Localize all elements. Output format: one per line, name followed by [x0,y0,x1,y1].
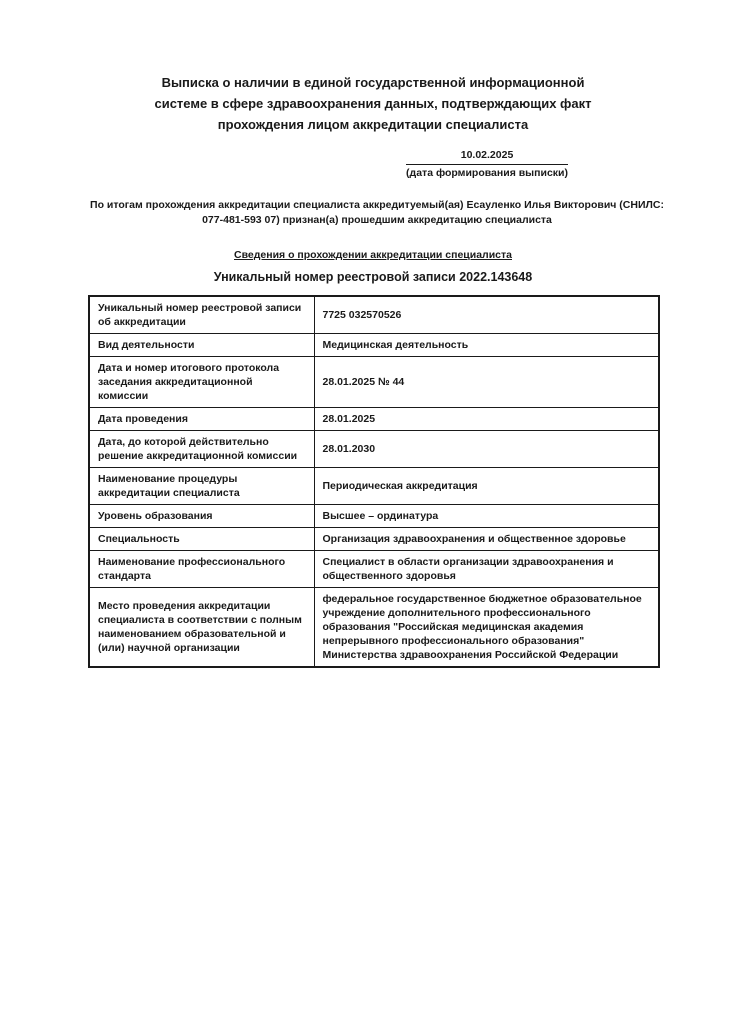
row-label: Место проведения аккредитации специалиста в соответствии с полным наименованием образовательной и (или) научной организации [89,588,314,668]
accreditation-info-table-body [89,296,659,667]
row-value: Высшее – ординатура [314,505,659,528]
row-value: федеральное государственное бюджетное образовательное учреждение дополнительного профессионального образования "Российская медицинская академия непрерывного профессионального образования" Министерства здравоохранения Российской Федерации [314,588,659,668]
table-row [89,357,659,408]
row-value: Периодическая аккредитация [314,468,659,505]
table-row [89,296,659,334]
row-value: 28.01.2025 № 44 [314,357,659,408]
table-row [89,528,659,551]
extract-date: 10.02.2025 [406,149,568,165]
row-label: Дата проведения [89,408,314,431]
row-label: Дата и номер итогового протокола заседания аккредитационной комиссии [89,357,314,408]
extract-date-block [406,149,568,179]
row-label: Вид деятельности [89,334,314,357]
document-title [88,72,658,135]
table-row [89,505,659,528]
table-row [89,551,659,588]
row-value: 7725 032570526 [314,296,659,334]
document-title-line-3: прохождения лицом аккредитации специалиста [217,117,529,132]
row-value: Специалист в области организации здравоохранения и общественного здоровья [314,551,659,588]
row-value: Организация здравоохранения и общественное здоровье [314,528,659,551]
section-header: Сведения о прохождении аккредитации специалиста [234,249,512,261]
table-row [89,468,659,505]
accreditation-info-table [88,295,660,668]
table-row [89,431,659,468]
registry-record-header: Уникальный номер реестровой записи 2022.143648 [213,270,533,284]
extract-date-caption: (дата формирования выписки) [406,167,568,179]
row-value: 28.01.2030 [314,431,659,468]
table-row [89,334,659,357]
row-label: Уникальный номер реестровой записи об аккредитации [89,296,314,334]
document-title-line-1: Выписка о наличии в единой государственной информационной [161,75,585,90]
row-label: Дата, до которой действительно решение аккредитационной комиссии [89,431,314,468]
intro-paragraph: По итогам прохождения аккредитации специалиста аккредитуемый(ая) Есауленко Илья Викторович (СНИЛС: 077-481-593 07) признан(а) прошедшим аккредитацию специалиста [90,199,664,226]
table-row [89,408,659,431]
row-label: Наименование профессионального стандарта [89,551,314,588]
row-label: Специальность [89,528,314,551]
table-row [89,588,659,668]
row-value: 28.01.2025 [314,408,659,431]
row-label: Уровень образования [89,505,314,528]
date-block-wrapper [88,149,658,181]
document-title-line-2: системе в сфере здравоохранения данных, подтверждающих факт [154,96,592,111]
row-label: Наименование процедуры аккредитации специалиста [89,468,314,505]
row-value: Медицинская деятельность [314,334,659,357]
